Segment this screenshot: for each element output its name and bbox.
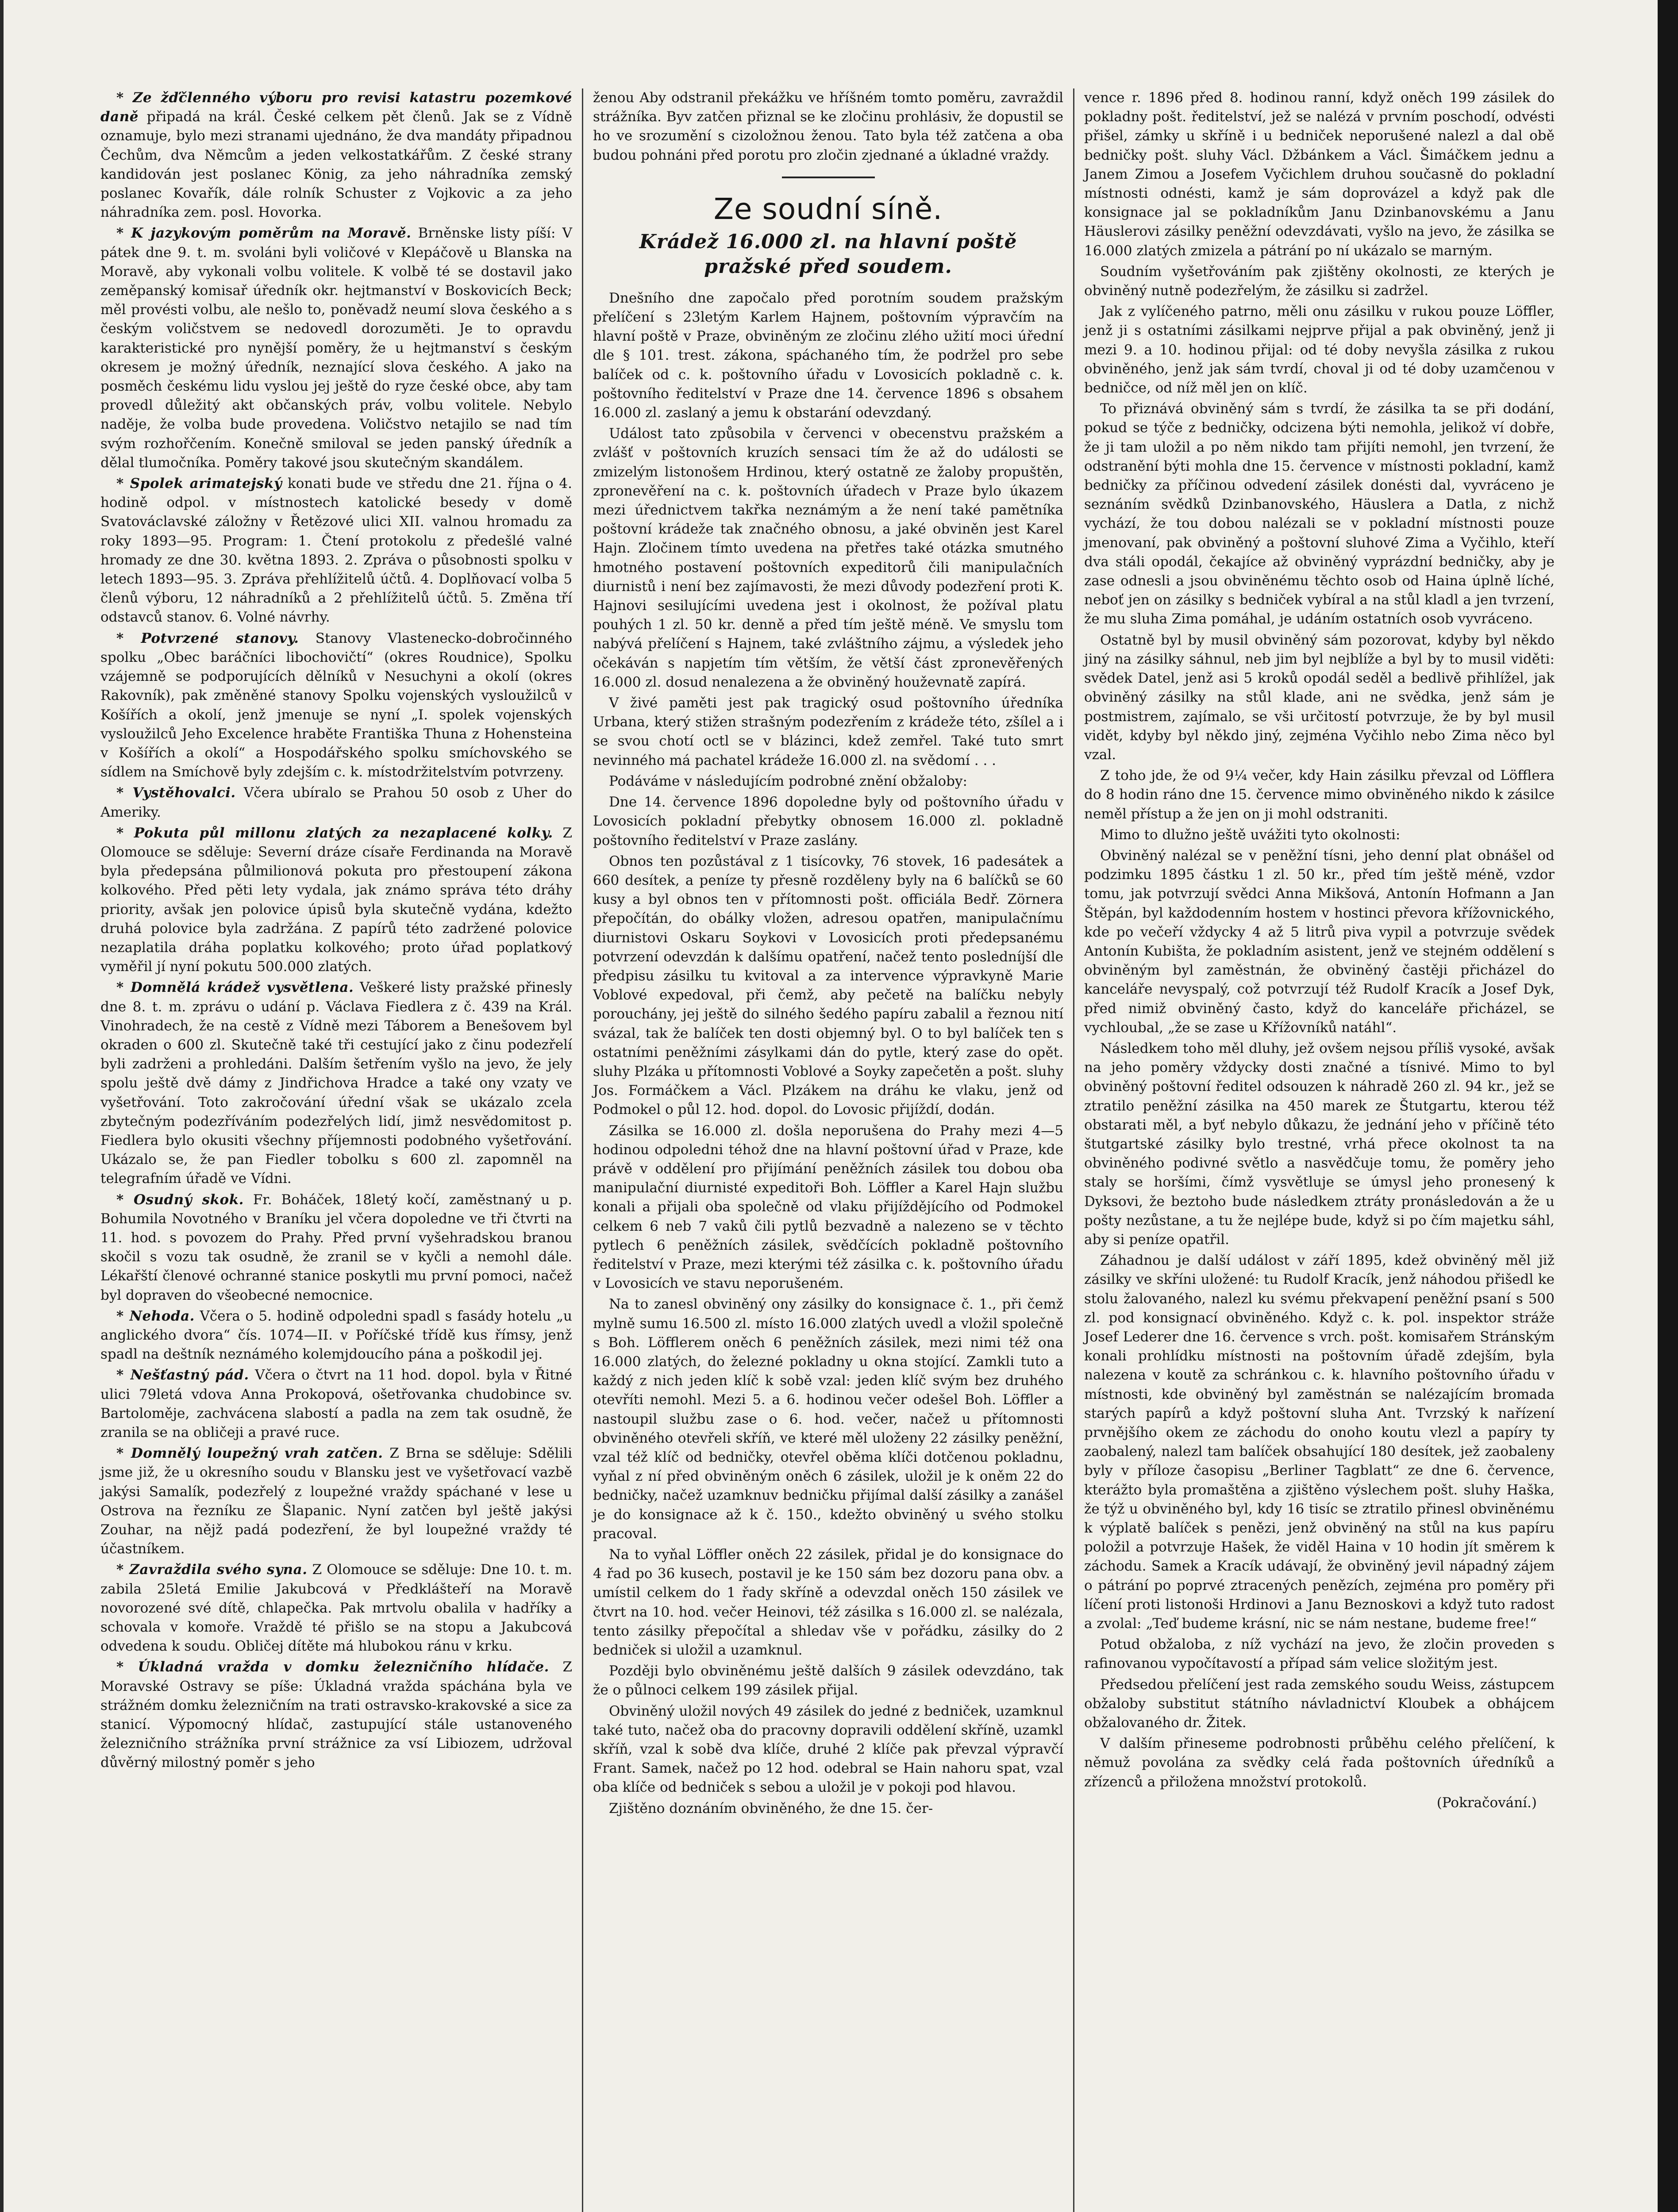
paragraph: Dne 14. července 1896 dopoledne byly od poštovního úřadu v Lovosicích pokladní přebytky obnosem 16.000 zl. pokladně poštovního ředitelství v Praze zaslány. [593, 794, 1063, 849]
continued-note [1084, 1793, 1555, 1813]
paragraph: Podáváme v následujícím podrobné znění obžaloby: [609, 773, 967, 789]
court-report-body-cont [1084, 88, 1555, 1792]
page-edge-left [0, 0, 4, 2212]
news-item-kicker: * Potvrzené stanovy. [116, 630, 299, 646]
news-item [100, 474, 572, 627]
paragraph: Na to zanesl obviněný ony zásilky do konsignace č. 1., při čemž mylně sumu 16.500 zl. místo 16.000 zlatých uvedl a vložil společně s Boh. Löfflerem oněch 6 peněžních zásilek, mezi nimi též ona 16.000 zlatých, do železné pokladny u okna stojící. Zamkli tuto a každý z nich jeden klíč k sobě vzal: jeden klíč svým bez druhého otevříti nemohl. Mezi 5. a 6. hodinou večer odešel Boh. Löffler a nastoupil službu zase o 6. hod. večer, načež u přítomnosti obviněného otevřeli skříň, ve které měl uloženy 22 zásilky peněžní, vzal též klíč od bedničky, otevřel oběma klíči dotčenou pokladnu, vyňal z ní před obviněným oněch 6 zásilek, uložil je k oněm 22 do bedničky, načež uzamknuv bedničku přijímal další zásilky a zanášel je do konsignace až k č. 150., kdežto obviněný u svého stolku pracoval. [593, 1296, 1063, 1542]
news-item [100, 1366, 572, 1442]
column-2-court-report [582, 88, 1073, 2212]
news-item [100, 1307, 572, 1364]
paragraph: To přiznává obviněný sám s tvrdí, že zásilka ta se při dodání, pokud se týče z bedničky, odcizena býti nemohla, jelikož ví dobře, že ji tam uložil a po něm nikdo tam přijíti nemohl, jen tvrzení, že odstranění býti mohla dne 15. července v místnosti pokladní, kamž bedničky za příčinou odvedení zásilek donésti dal, vyvráceno je seznáním svědků Dzinbanovského, Häuslera a Datla, z nichž vychází, že tou dobou nalézali se v pokladní místnosti pouze jmenovaní, pak obviněný a poštovní sluhové Zima a Vyčihlo, kteří dva stáli opodál, čekajíce až obviněný vyprázdní bedničky, aby je zase odnesli a jsou obviněnému těchto osob od Haina úplně líché, neboť jen on zásilky s bedniček vybíral a na stůl kladl a jen tvrzení, že mu sluha Zima pomáhal, je udáním ostatních osob vyvráceno. [1084, 401, 1555, 627]
news-item-kicker: * Nehoda. [116, 1308, 195, 1324]
news-item-text: Včera o čtvrt na 11 hod. dopol. byla v Řitné ulici 79letá vdova Anna Prokopová, ošetřovanka chudobince sv. Bartoloměje, zachvácena slabostí a padla na zem tak osudně, že zranila se na obličeji a pravé ruce. [100, 1367, 572, 1441]
paragraph: Obnos ten pozůstával z 1 tisícovky, 76 stovek, 16 padesátek a 660 desítek, a peníze ty přesně rozděleny byly na 6 balíčků se 60 kusy a byl obnos ten v přítomnosti pošt. officiála Bedř. Zörnera přepočítán, do obálky vložen, adresou opatřen, manipulačnímu diurnistovi Oskaru Soykovi v Lovosicích proti předepsanému potvrzení odevzdán k dalšímu opatření, načež tento posledníjší dle předpisu zásilku tu kvitoval a za intervence výpravkyně Marie Voblové expedoval, při čemž, aby pečetě na balíčku nebyly porouchány, jej ještě do silného šedého papíru zabalil a řeznou nití svázal, tak že balíček ten dosti objemný byl. O to byl balíček ten s ostatními peněžními zásylkami dán do pytle, který zase do opět. sluhy Plzáka u přítomnosti Voblové a Soyky zapečetěn a pošt. sluhy Jos. Formáčkem a Václ. Plzákem na dráhu ke vlaku, jenž od Podmokel o půl 12. hod. dopol. do Lovosic přijíždí, dodán. [593, 853, 1063, 1118]
news-item-kicker: * Osudný skok. [116, 1191, 244, 1208]
paragraph: Obviněný uložil nových 49 zásilek do jedné z bedniček, uzamknul také tuto, načež oba do pracovny dopravili oddělení skříně, uzamkl skříň, vzal k sobě dva klíče, druhé 2 klíče pak převzal výpravčí Frant. Samek, načež po 12 hod. odebral se Hain nahoru spat, vzal oba klíče od bedniček s sebou a uložil je v pokoji pod hlavou. [593, 1703, 1063, 1796]
paragraph: Předsedou přelíčení jest rada zemského soudu Weiss, zástupcem obžaloby substitut státního návladnictví Kloubek a obhájcem obžalovaného dr. Žitek. [1084, 1676, 1555, 1731]
page-edge-right [1658, 0, 1678, 2212]
continued-label: (Pokračování.) [1436, 1794, 1537, 1811]
paragraph: Ostatně byl by musil obviněný sám pozorovat, kdyby byl někdo jiný na zásilky sáhnul, neb jim byl nejblíže a byl by to musil viděti: svědek Datel, jenž asi 5 kroků opodál seděl a bedlivě přihlížel, jak obviněný zásilky na stůl klade, ani ne svědka, jenž sám je postmistrem, zajímalo, se vši určitostí potvrzuje, že by byl musil vidět, kdyby byl někdo jiný, zejména Vyčihlo nebo Zima něco byl vzal. [1084, 632, 1555, 763]
paragraph: Později bylo obviněnému ještě dalších 9 zásilek odevzdáno, tak že o půlnoci celkem 199 zásilek přijal. [593, 1663, 1063, 1698]
news-item-text: Stanovy Vlastenecko-dobročinného spolku „Obec baráčníci libochovičtí“ (okres Roudnice), Spolku vzájemně se podporujících dělníků v Nesuchyni a okolí (okres Rakovník), pak změněné stanovy Spolku vojenských vysloužilců v Košířích a okolí, jenž jmenuje se nyní „I. spolek vojenských vysloužilců Jeho Excelence hraběte Františka Thuna z Hohensteina v Košířích a okolí“ a Hospodářského spolku smíchovského se sídlem na Smíchově byly zdejším c. k. místodržitelstvím potvrzeny. [100, 630, 572, 780]
article-continuation: ženou Aby odstranil překážku ve hříšném tomto poměru, zavraždil strážníka. Byv zatčen přiznal se ke zločinu prohlásiv, že dopustil se ho ve srozumění s cizoložnou ženou. Tato byla též zatčena a oba budou pohnáni před porotu pro zločin zjednané a úkladné vraždy. [593, 90, 1063, 163]
news-item-kicker: * Ze žďčlenného výboru pro revisi katastru pozemkové daně [100, 90, 572, 125]
news-item-kicker: * Domnělý loupežný vrah zatčen. [116, 1445, 383, 1462]
news-item-text: Z Moravské Ostravy se píše: Úkladná vražda spáchána byla ve strážném domku železničním na trati ostravsko-krakovské a sice za stanicí. Výpomocný hlídač, zastupující stále ustanoveného železničního strážníka první strážnice za vsí Libiozem, udržoval důvěrný milostný poměr s jeho [100, 1659, 572, 1771]
news-item [100, 978, 572, 1188]
news-item-text: Brněnske listy píší: V pátek dne 9. t. m. svoláni byli voličové v Klepáčově u Blanska na Moravě, aby vykonali volbu volitele. K volbě té se dostavil jako zeměpanský komisař úředník okr. hejtmanství v Boskovicích Beck; měl provésti volbu, ale nešlo to, poněvadž neumí slova českého a s českým voličstvem se nedovedl dorozuměti. Je to opravdu karakteristické pro nynější poměry, že u hejtmanství s českým okresem je možný úředník, neznající slova českého. A jako na posměch českému lidu vyslou jej ještě do ryze české obce, aby tam provedl důležitý akt občanských práv, volbu volitele. Nebylo naděje, že volba bude provedena. Voličstvo netajilo se nad tím svým rozhořčením. Konečně smiloval se jeden panský úředník a dělal tlumočníka. Poměry takové jsou skutečným skandálem. [100, 225, 573, 471]
paragraph: Jak z vylíčeného patrno, měli onu zásilku v rukou pouze Löffler, jenž ji s ostatními zásilkami nejprve přijal a pak obviněný, jenž ji mezi 9. a 10. hodinou přijal: od té doby nevyšla zásilka z rukou obviněného, jenž jak sám tvrdí, choval ji od té doby uzamčenou v bedničce, od níž měl jen on klíč. [1084, 303, 1555, 396]
news-item-kicker: * Vystěhovalci. [116, 785, 236, 801]
news-item [100, 1560, 572, 1656]
column-3-court-report-cont [1073, 88, 1564, 2212]
paragraph: Na to vyňal Löffler oněch 22 zásilek, přidal je do konsignace do 4 řad po 36 kusech, postavil je ke 150 sám bez dozoru pana obv. a umístil celkem do 1 řady skříně a odevzdal oněch 150 zásilek ve čtvrt na 10. hod. večer Heinovi, též zásilka s 16.000 zl. se nalézala, tento zásilky přepočítal a shledav vše v pořádku, zásilky do 2 bedniček si uložil a uzamknul. [593, 1547, 1063, 1659]
news-item-text: Z Brna se sděluje: Sdělili jsme již, že u okresního soudu v Blansku jest ve vyšetřovací vazbě jakýsi Samalík, podezřelý z loupežné vraždy spáchané v lese u Ostrova na řezníku ze Šlapanic. Nyní zatčen byl ještě jakýsi Zouhar, na nějž padá podezření, že byl loupežné vraždy té účastníkem. [100, 1445, 573, 1557]
news-item-kicker: * Úkladná vražda v domku železničního hlídače. [116, 1659, 549, 1675]
paragraph: Zjištěno doznáním obviněného, že dne 15. čer- [609, 1800, 933, 1816]
news-item-text: Z Olomouce se sděluje: Severní dráze císaře Ferdinanda na Moravě byla předepsána půlmilionová pokuta pro přestoupení zákona kolkového. Před pěti lety vydala, jak známo správa této dráhy priority, avšak jen polovice úpisů byla skutečně vydána, kdežto druhá polovice byla zadržána. Z papírů této zadržené polovice nezaplatila dráha poplatku kolkového; proto úřad poplatkový vyměřil jí nyní pokutu 500.000 zlatých. [100, 825, 572, 975]
news-item-kicker: * Domnělá krádež vysvětlena. [116, 979, 354, 996]
news-item [100, 88, 572, 222]
newspaper-columns [91, 88, 1609, 2212]
paragraph: Zásilka se 16.000 zl. došla neporušena do Prahy mezi 4—5 hodinou odpoledni téhož dne na hlavní poštovní úřad v Praze, kde právě v oddělení pro přijímání peněžních zásilek tou dobou oba manipulační diurnisté expeditoři Boh. Löffler a Karel Hajn službu konali a přijali oba společně od vlaku přijíždějícího od Podmokel celkem 6 neb 7 vaků čili pytlů bezvadně a nalezeno se v těchto pytlech 6 peněžních zásilek, svědčících pokladně poštovního ředitelství v Praze, mezi kterými též zásilka c. k. poštovního úřadu v Lovosicích ve stavu neporušeném. [593, 1122, 1063, 1292]
news-item [100, 783, 572, 822]
news-item-kicker: * Pokuta půl millonu zlatých za nezaplacené kolky. [116, 825, 553, 841]
paragraph: Událost tato způsobila v červenci v obecenstvu pražském a zvlášť v poštovních kruzích sensaci tím že až do události se zmizelým listonošem Hrdinou, který ostatně ze žaloby propuštěn, zpronevěření na c. k. poštovních úřadech v Praze bylo úkazem mezi úřednictvem takřka neznámým a že není také pamětníka poštovní krádeže tak značného obnosu, a jaké obviněn jest Karel Hajn. Zločinem tímto uvedena na přetřes také otázka smutného hmotného postavení poštovních expeditorů čili manipulačních diurnistů i není bez zajímavosti, že mezi důvody podezření proti K. Hajnovi sesilujícími uvedena jest i okolnost, že požíval platu pouhých 1 zl. 50 kr. denně a před tím ještě méně. Ve smyslu tom nabývá přelíčení s Hajnem, také zvláštního zájmu, a výsledek jeho očekáván s napjetím tím větším, že větší část zpronevěřených 16.000 zl. dosud nenalezena a že obviněný houževnatě zapírá. [593, 426, 1063, 690]
section-divider [782, 177, 875, 178]
column-1-local-news [91, 88, 582, 2212]
paragraph: Potud obžaloba, z níž vychází na jevo, že zločin proveden s rafinovanou vypočítavostí a případ sám velice složitým jest. [1084, 1636, 1555, 1672]
paragraph: Záhadnou je další událost v září 1895, kdež obviněný měl již zásilky ve skříni uložené: tu Rudolf Kracík, jenž náhodou přišedl ke stolu žalovaného, nalezl ku svému překvapení peněžní psaní s 500 zl. pod konsignací obviněného. Když c. k. pol. inspektor stráže Josef Lederer dne 16. července s vrch. pošt. komisařem Stránským konali prohlídku místnosti na poštovním úřadě zdejším, byla nalezena v koutě za schránkou c. k. hlavního poštovního úřadu v místnosti, kde obviněný byl zaměstnán se nalézajícím bromada starých papírů a když poštovní sluha Ant. Tvrzský k nařízení prvnějšího okem ze záchodu do onoho koutu vlezl a papíry ty zaobalený, nalezl tam balíček obsahující 180 desítek, jež zaobaleny byly v příloze časopisu „Berliner Tagblatt“ ze dne 6. července, kterážto byla promaštěna a zjištěno výslechem pošt. sluhy Haška, že týž u obviněného byl, kdy 16 tisíc se ztratilo přinesl obviněnému k výplatě balíček s penězi, jenž obviněný na stůl na kus papíru položil a potvrzuje Hašek, že viděl Haina v 10 hodin jít směrem k záchodu. Samek a Kracík udávají, že obviněný jevil nápadný zájem o pátrání po poprvé ztracených penězích, zejména pro poměry při líčení proti listonoši Hrdinovi a Janu Beznoskovi a když tuto radost a zvolal: „Teď budeme krásní, nic se nám nestane, budeme free!“ [1084, 1252, 1555, 1632]
paragraph: V dalším přineseme podrobnosti průběhu celého přelíčení, k němuž povolána za svědky celá řada poštovních úředníků a zřízenců a přiložena množství protokolů. [1084, 1736, 1555, 1790]
article-headline: Krádež 16.000 zl. na hlavní poště pražské před soudem. [639, 230, 1017, 278]
paragraph: Dnešního dne započalo před porotním soudem pražským přelíčení s 23letým Karlem Hajnem, poštovním výpravčím na hlavní poště v Praze, obviněným ze zločinu zlého užití moci úřední dle § 101. trest. zákona, spáchaného tím, že podržel pro sebe balíček od c. k. poštovního úřadu v Lovosicích pokladně c. k. poštovního ředitelství v Praze dne 14. července 1896 s obsahem 16.000 zl. zaslaný a jemu k obstarání odevzdaný. [593, 290, 1063, 421]
paragraph: Obviněný nalézal se v peněžní tísni, jeho denní plat obnášel od podzimku 1895 částku 1 zl. 50 kr., před tím ještě méně, vzdor tomu, jak potvrzují svědci Anna Mikšová, Antonín Hofmann a Jan Štěpán, byl každodenním hostem v hostinci převora křížovnického, kde po večeří vždycky 4 až 5 litrů piva vypil a potvrzuje svědek Antonín Kubišta, že pokladním asistent, jenž ve stejném oddělení s obviněným byl zaměstnán, že obviněný častěji přicházel do kanceláře nevyspalý, což potvrzují též Rudolf Kracík a Josef Dyk, před nimiž obviněný často, když do kanceláře přicházel, se vychloubal, „že se zase u Křížovníků natáhl“. [1084, 847, 1555, 1036]
news-item [100, 824, 572, 977]
court-report-body [593, 289, 1063, 1818]
news-item-text: připadá na král. České celkem pět členů. Jak se z Vídně oznamuje, bylo mezi stranami ujednáno, že dva mandáty připadnou Čechům, dva Němcům a jeden velkostatkářům. Z české strany kandidován jest poslanec König, za jeho náhradníka zemský poslanec Kovařík, dále rolník Schuster z Vojkovic a za jeho náhradníka zem. posl. Hovorka. [100, 109, 572, 221]
paragraph: vence r. 1896 před 8. hodinou ranní, když oněch 199 zásilek do pokladny pošt. ředitelství, jež se nalézá v prvním poschodí, odvésti přišel, zámky u skříně i u bedniček neporušené nalezl a dal obě bedničky pošt. sluhy Václ. Džbánkem a Václ. Šimáčkem jednu a Janem Zimou a Josefem Vyčichlem druhou současně do pokladní místnosti odnésti, kamž je sám doprovázel a když pak dle konsignace jal se pokladníkům Janu Dzinbanovskému a Janu Häuslerovi zásilky peněžní odevzdávati, vyšlo na jevo, že zásilka se 16.000 zlatých zmizela a pátrání po ní ukázalo se marným. [1084, 90, 1555, 259]
news-item [100, 224, 572, 472]
paragraph: Z toho jde, že od 9¼ večer, kdy Hain zásilku převzal od Löfflera do 8 hodin ráno dne 15. července mimo obviněného nikdo k zásilce neměl přístup a že jen on ji mohl odstraniti. [1084, 768, 1555, 822]
news-item-text: Včera ubíralo se Prahou 50 osob z Uher do Ameriky. [100, 785, 572, 820]
paragraph: Mimo to dlužno ještě uvážiti tyto okolnosti: [1100, 826, 1401, 843]
news-item-text: Veškeré listy pražské přinesly dne 8. t. m. zprávu o udání p. Václava Fiedlera z č. 439 na Král. Vinohradech, že na cestě z Vídně mezi Táborem a Benešovem byl okraden o 600 zl. Skutečně také tři cestující jako z činu podezřelí byli zadrženi a prohledáni. Dalším šetřením vyšlo na jevo, že jely spolu ještě dvě dámy z Jindřichova Hradce a také ony vzaty ve vyšetřování. Toto zakročování úřední však se ukázalo zcela zbytečným podezříváním podezřelých lidí, jimž nesvědomitost p. Fiedlera bylo okusiti všechny příjemnosti podobného vyšetřování. Ukázalo se, že pan Fiedler tobolku s 600 zl. zapomněl na telegrafním úřadě ve Vídni. [100, 979, 572, 1187]
section-title: Ze soudní síně. [713, 192, 943, 226]
news-item [100, 1658, 572, 1772]
news-item [100, 1190, 572, 1305]
news-item-text: Včera o 5. hodině odpoledni spadl s fasády hotelu „u anglického dvora“ čís. 1074—II. v Poříčské třídě kus římsy, jenž spadl na deštník neznámého kolemjdoucího pána a poškodil jej. [100, 1308, 572, 1363]
news-item-kicker: * Zavraždila svého syna. [116, 1562, 308, 1578]
paragraph: Soudním vyšetřováním pak zjištěny okolnosti, ze kterých je obviněný nutně podezřelým, že zásilku si zadržel. [1084, 263, 1555, 299]
news-item [100, 629, 572, 782]
news-item-text: konati bude ve středu dne 21. října o 4. hodině odpol. v místnostech katolické besedy v domě Svatováclavské záložny v Řetězové ulici XII. valnou hromadu za roky 1893—95. Program: 1. Čtení protokolu z předešlé valné hromady ze dne 30. května 1893. 2. Zpráva o působnosti spolku v letech 1893—95. 3. Zpráva přehlížitelů účtů. 4. Doplňovací volba 5 členů výboru, 12 náhradníků a 2 přehlížitelů účtů. 5. Změna tří odstavců stanov. 6. Volné návrhy. [100, 476, 572, 626]
news-item-kicker: * K jazykovým poměrům na Moravě. [116, 225, 412, 242]
news-item-text: Fr. Boháček, 18letý kočí, zaměstnaný u p. Bohumila Novotného v Braníku jel včera dopoledne ve tři čtvrti na 11. hod. s povozem do Prahy. Před první vyšehradskou branou skočil s vozu tak osudně, že zranil se v kyčli a nemohl dále. Lékařští členové ochranné stanice poskytli mu první pomoci, načež byl dopraven do všeobecné nemocnice. [100, 1191, 572, 1303]
news-item-kicker: * Nešťastný pád. [116, 1367, 249, 1383]
paragraph: V živé paměti jest pak tragický osud poštovního úředníka Urbana, který stižen strašným podezřením z krádeže této, zšílel a i se svou chotí octl se v blázinci, kdež zemřel. Také tuto smrt nevinného má pachatel krádeže 16.000 zl. na svědomí . . . [593, 695, 1063, 768]
news-item-kicker: * Spolek arimatejský [116, 476, 282, 492]
news-item-text: Z Olomouce se sděluje: Dne 10. t. m. zabila 25letá Emilie Jakubcová v Předklášteří na Moravě novorozené své dítě, chlapečka. Pak mrtvolu obalila v hadříky a schovala v komoře. Vraždě té přišlo se na stopu a Jakubcová odvedena k soudu. Obličej dítěte má hlubokou ránu v krku. [100, 1562, 572, 1655]
news-item [100, 1444, 572, 1559]
paragraph: Následkem toho měl dluhy, jež ovšem nejsou příliš vysoké, avšak na jeho poměry vždycky dosti značné a tísnivé. Mimo to byl obviněný poštovní ředitel odsouzen k náhradě 260 zl. 94 kr., jež se ztratilo peněžní zásilka na 450 marek ze Štutgartu, kterou též obstarati měl, a byť nebylo důkazu, že jednání jeho v příčině této štutgartské zásilky bylo trestné, vrhá přece okolnost ta na obviněného podivné světlo a nasvědčuje tomu, že poměry jeho staly se horšími, čímž vysvětluje se úmysl jeho pronesený k Dyksovi, že beztoho bude následkem ztráty pronásledován a že u pošty nezůstane, a tu že nejlépe bude, když si po čím majetku sáhl, aby si peníze opatřil. [1084, 1040, 1555, 1248]
